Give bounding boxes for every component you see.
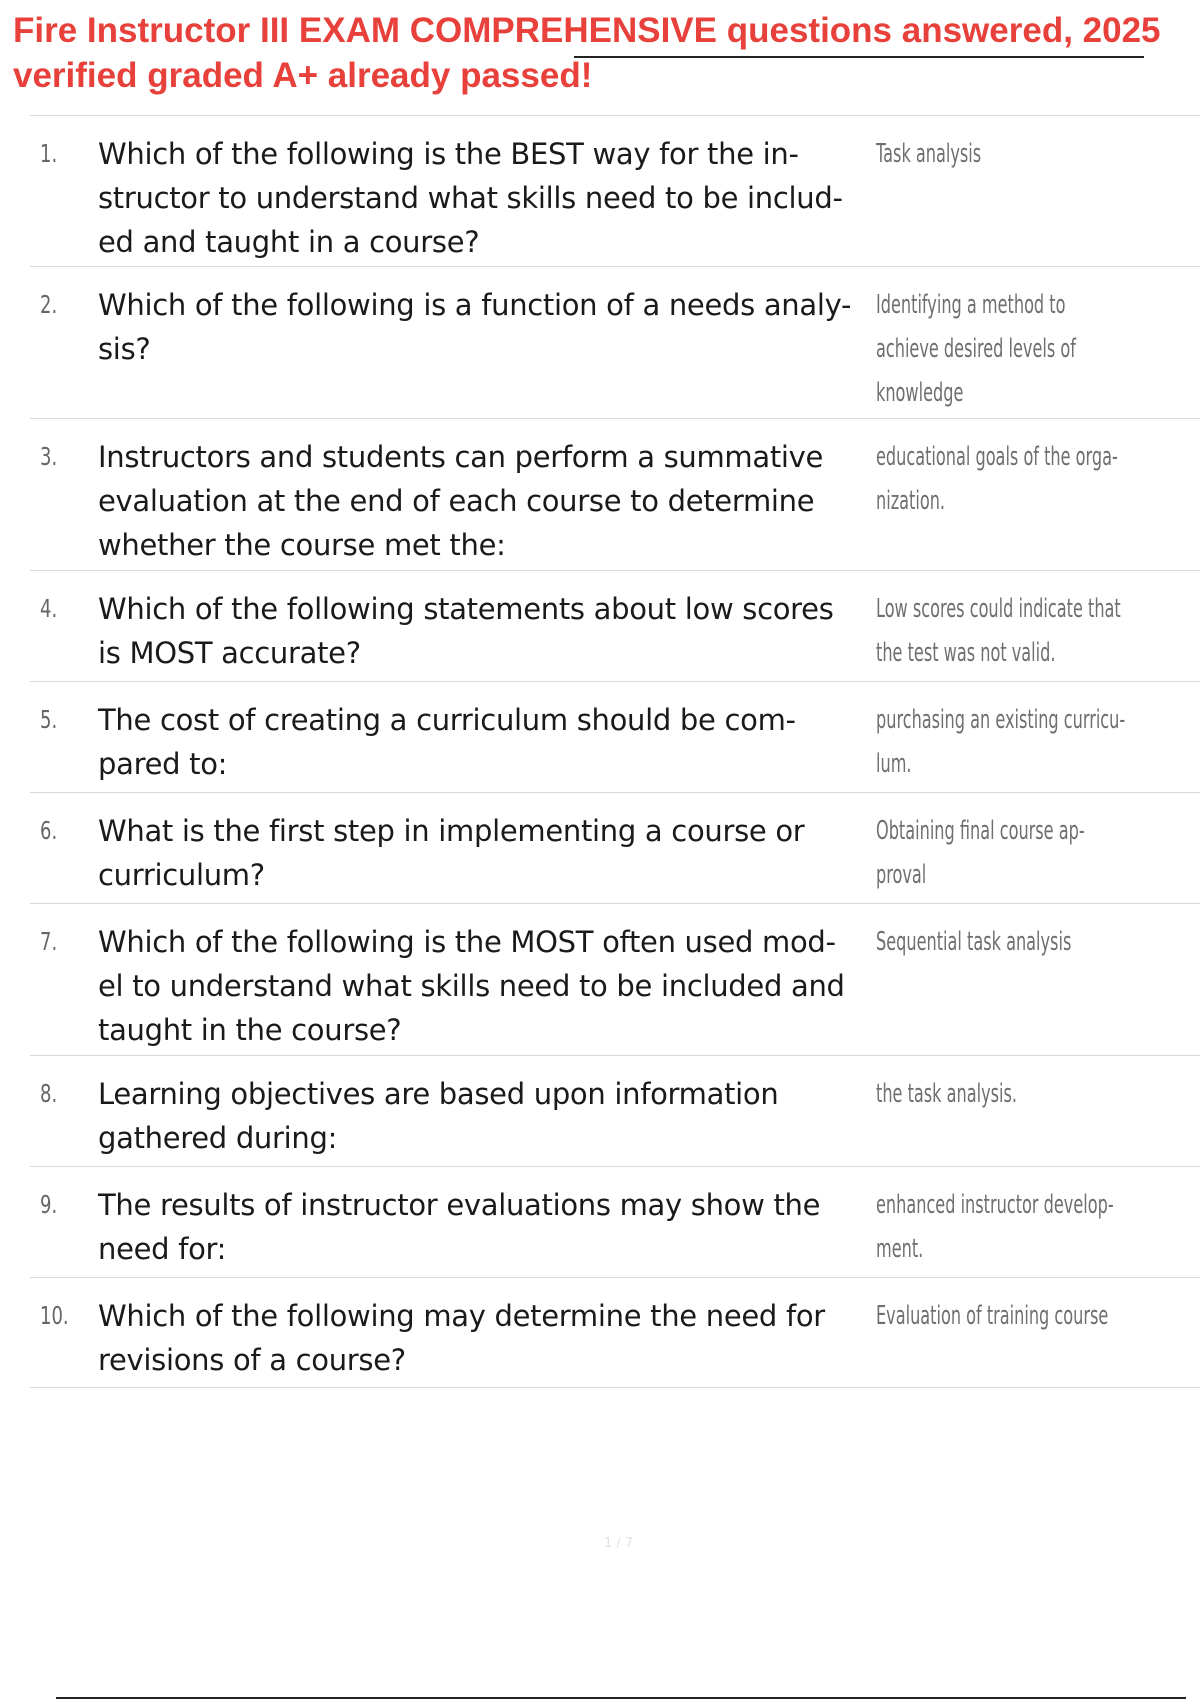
- qa-row: [30, 418, 1200, 570]
- answer-line: lum.: [876, 749, 912, 779]
- question-number: 5.: [40, 705, 58, 734]
- question-line: The results of instructor evaluations may show the: [98, 1188, 821, 1222]
- answer-text: [876, 809, 1198, 897]
- question-line: need for:: [98, 1232, 227, 1266]
- answer-line: educational goals of the orga-: [876, 442, 1118, 472]
- question-line: ed and taught in a course?: [98, 225, 480, 259]
- question-line: Which of the following statements about low scores: [98, 592, 834, 626]
- qa-row: [30, 1166, 1200, 1277]
- qa-row: [30, 1055, 1200, 1166]
- question-line: The cost of creating a curriculum should be com-: [98, 703, 796, 737]
- question-line: Which of the following is a function of a needs analy-: [98, 288, 852, 322]
- answer-line: Identifying a method to: [876, 290, 1066, 320]
- question-line: Which of the following may determine the need for: [98, 1299, 825, 1333]
- answer-text: [876, 1183, 1198, 1271]
- answer-line: ment.: [876, 1234, 924, 1264]
- answer-line: purchasing an existing curricu-: [876, 705, 1126, 735]
- question-text: [98, 1294, 898, 1382]
- title-line-1: Fire Instructor III EXAM COMPREHENSIVE questions answered, 2025: [13, 11, 1161, 50]
- question-number: 8.: [40, 1079, 58, 1108]
- qa-table: [30, 115, 1200, 1388]
- answer-line: Task analysis: [876, 139, 982, 169]
- answer-text: [876, 920, 1198, 964]
- question-text: [98, 920, 898, 1052]
- question-text: [98, 587, 898, 675]
- answer-text: [876, 435, 1198, 523]
- question-line: Instructors and students can perform a summative: [98, 440, 824, 474]
- question-line: revisions of a course?: [98, 1343, 406, 1377]
- qa-row: [30, 792, 1200, 903]
- question-text: [98, 698, 898, 786]
- answer-line: nization.: [876, 486, 946, 516]
- question-line: evaluation at the end of each course to determine: [98, 484, 815, 518]
- question-line: pared to:: [98, 747, 228, 781]
- title-line-2: verified graded A+ already passed!: [13, 56, 593, 95]
- question-line: sis?: [98, 332, 151, 366]
- question-text: [98, 435, 898, 567]
- question-text: [98, 1072, 898, 1160]
- question-line: What is the first step in implementing a course or: [98, 814, 805, 848]
- question-line: el to understand what skills need to be included and: [98, 969, 845, 1003]
- question-line: taught in the course?: [98, 1013, 402, 1047]
- answer-line: Low scores could indicate that: [876, 594, 1121, 624]
- footer-rule: [56, 1697, 1186, 1699]
- answer-line: achieve desired levels of: [876, 334, 1076, 364]
- question-line: structor to understand what skills need to be includ-: [98, 181, 843, 215]
- question-line: is MOST accurate?: [98, 636, 361, 670]
- qa-row: [30, 681, 1200, 792]
- answer-line: enhanced instructor develop-: [876, 1190, 1114, 1220]
- question-line: curriculum?: [98, 858, 265, 892]
- qa-row: [30, 570, 1200, 681]
- qa-row: [30, 1277, 1200, 1388]
- question-text: [98, 809, 898, 897]
- question-text: [98, 283, 898, 371]
- qa-row: [30, 266, 1200, 418]
- question-line: Which of the following is the MOST often used mod-: [98, 925, 836, 959]
- question-number: 10.: [40, 1301, 69, 1330]
- page-indicator: 1 / 7: [604, 1536, 634, 1551]
- answer-text: [876, 283, 1198, 415]
- question-number: 7.: [40, 927, 58, 956]
- answer-line: the test was not valid.: [876, 638, 1056, 668]
- question-number: 9.: [40, 1190, 58, 1219]
- document-title: [13, 8, 1198, 98]
- qa-row: [30, 903, 1200, 1055]
- question-text: [98, 132, 898, 264]
- question-number: 1.: [40, 139, 58, 168]
- answer-line: Evaluation of training course: [876, 1301, 1109, 1331]
- answer-text: [876, 698, 1198, 786]
- question-number: 6.: [40, 816, 58, 845]
- answer-text: [876, 587, 1198, 675]
- question-number: 2.: [40, 290, 58, 319]
- qa-row: [30, 115, 1200, 266]
- answer-text: [876, 1294, 1198, 1338]
- question-line: gathered during:: [98, 1121, 338, 1155]
- answer-line: Sequential task analysis: [876, 927, 1072, 957]
- answer-text: [876, 1072, 1198, 1116]
- question-line: Learning objectives are based upon information: [98, 1077, 779, 1111]
- answer-line: Obtaining final course ap-: [876, 816, 1085, 846]
- answer-text: [876, 132, 1198, 176]
- question-text: [98, 1183, 898, 1271]
- question-number: 3.: [40, 442, 58, 471]
- question-number: 4.: [40, 594, 58, 623]
- question-line: Which of the following is the BEST way for the in-: [98, 137, 799, 171]
- answer-line: knowledge: [876, 378, 964, 408]
- answer-line: proval: [876, 860, 927, 890]
- question-line: whether the course met the:: [98, 528, 506, 562]
- answer-line: the task analysis.: [876, 1079, 1018, 1109]
